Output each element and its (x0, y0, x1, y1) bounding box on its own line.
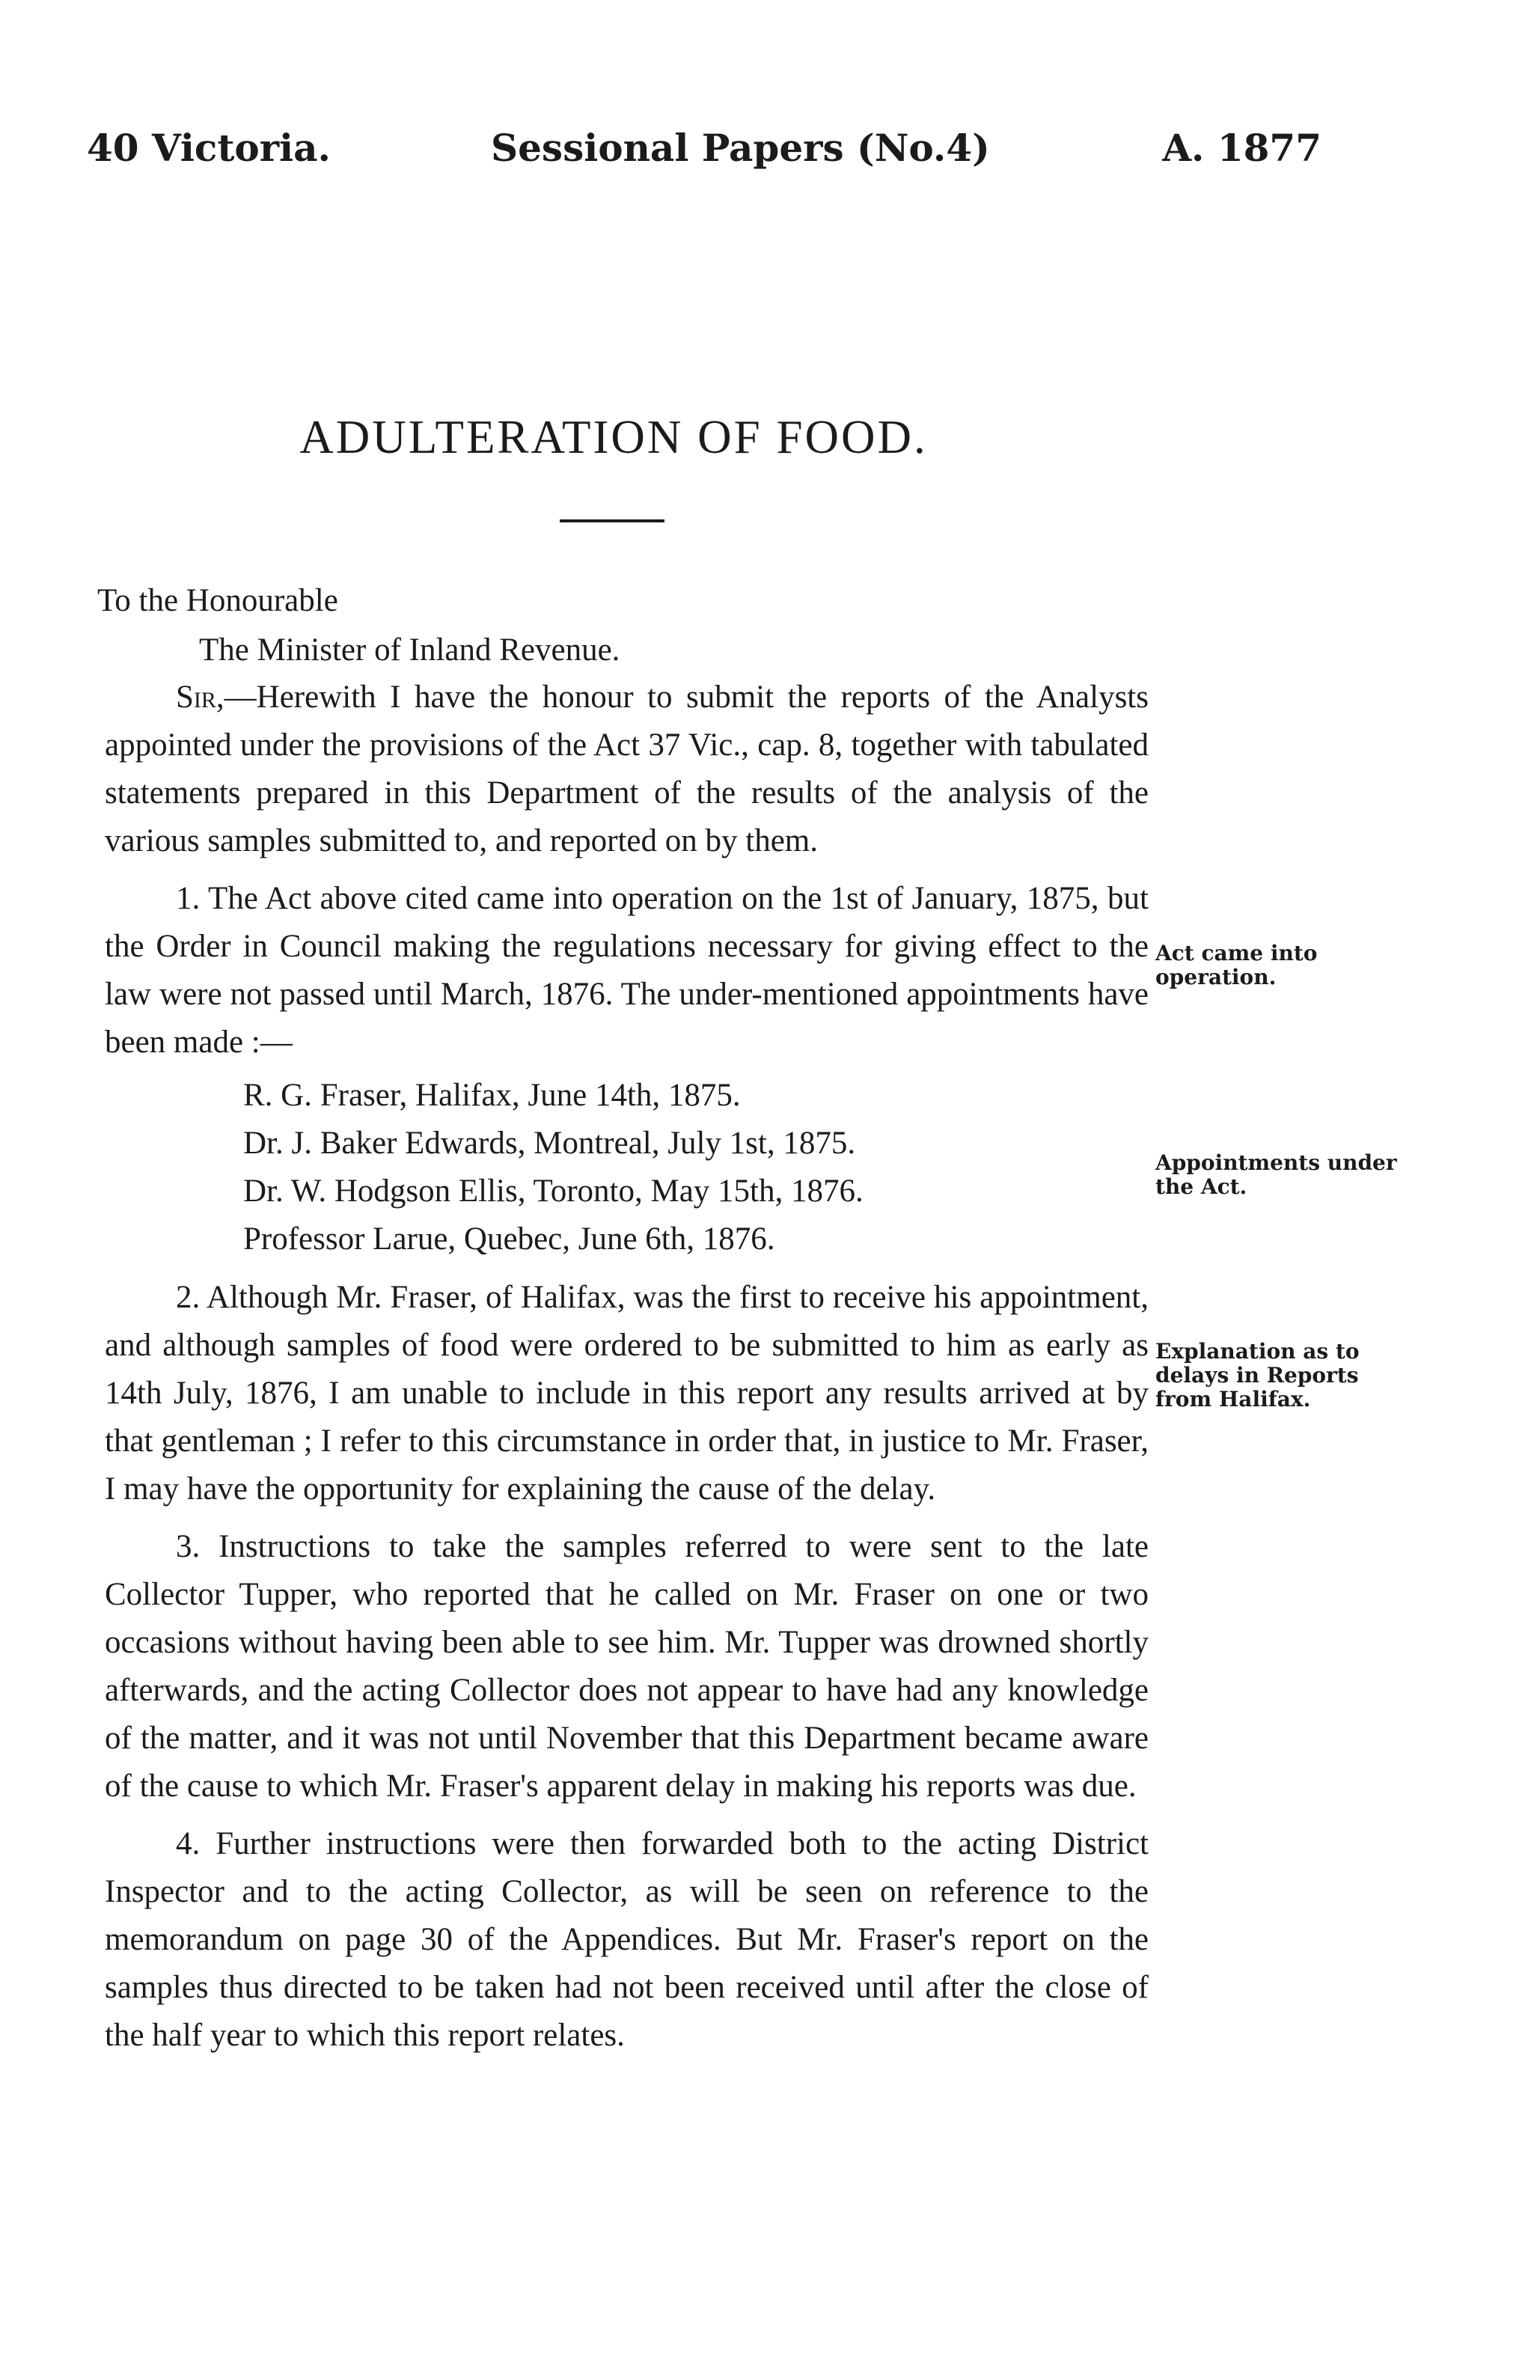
paragraph-4: 4. Further instructions were then forwarded both to the acting District Inspector and to the acting Collector, as will be seen on reference to the memorandum on page 30 of the Appendices. But Mr. Fraser's report on the samples thus directed to be taken had not been received until after the close of the half year to which this report relates. (105, 1826, 1149, 2053)
appointments-list (105, 1072, 1149, 1263)
header-year: A. 1877 (1162, 126, 1321, 170)
appointment-item: Dr. J. Baker Edwards, Montreal, July 1st, 1875. (243, 1126, 856, 1161)
running-head (87, 126, 1321, 186)
appointment-item: R. G. Fraser, Halifax, June 14th, 1875. (243, 1078, 741, 1113)
appointment-item: Professor Larue, Quebec, June 6th, 1876. (243, 1221, 775, 1257)
addressee-line-2: The Minister of Inland Revenue. (199, 632, 620, 668)
header-volume: 40 Victoria. (87, 126, 331, 170)
margin-note-act-came: Act came into operation. (1155, 941, 1318, 989)
margin-note-explanation: Explanation as to delays in Reports from Halifax. (1155, 1339, 1360, 1412)
paragraph-3: 3. Instructions to take the samples referred to were sent to the late Collector Tupper, who reported that he called on Mr. Fraser on one or two occasions without having been able to see him. Mr. Tupper was drowned shortly afterwards, and the acting Collector does not appear to have had any knowledge of the matter, and it was not until November that this Department became aware of the cause to which Mr. Fraser's apparent delay in making his reports was due. (105, 1529, 1149, 1804)
intro-text: —Herewith I have the honour to submit the reports of the Analysts appointed under the provisions of the Act 37 Vic., cap. 8, together with tabulated statements prepared in this Department of the results of the analysis of the various samples submitted to, and reported on by them. (105, 680, 1149, 858)
title-rule (560, 519, 664, 522)
appointment-item: Dr. W. Hodgson Ellis, Toronto, May 15th, 1876. (243, 1174, 864, 1209)
body-text (105, 674, 1149, 2069)
margin-note-appointments: Appointments under the Act. (1155, 1150, 1397, 1199)
header-series: Sessional Papers (No.4) (491, 126, 990, 170)
intro-paragraph (105, 674, 1149, 865)
addressee-block (97, 576, 620, 675)
paragraph-2: 2. Although Mr. Fraser, of Halifax, was the first to receive his appointment, and although samples of food were ordered to be submitted to him as early as 14th July, 1876, I am unable to include in this report any results arrived at by that gentleman ; I refer to this circumstance in order that, in justice to Mr. Fraser, I may have the opportunity for explaining the cause of the delay. (105, 1280, 1149, 1507)
paragraph-1: 1. The Act above cited came into operation on the 1st of January, 1875, but the Order in Council making the regulations necessary for giving effect to the law were not passed until March, 1876. The under-mentioned appointments have been made :— (105, 881, 1149, 1060)
addressee-line-1: To the Honourable (97, 583, 338, 618)
salutation: Sir, (176, 680, 224, 715)
document-title: ADULTERATION OF FOOD. (299, 411, 928, 463)
